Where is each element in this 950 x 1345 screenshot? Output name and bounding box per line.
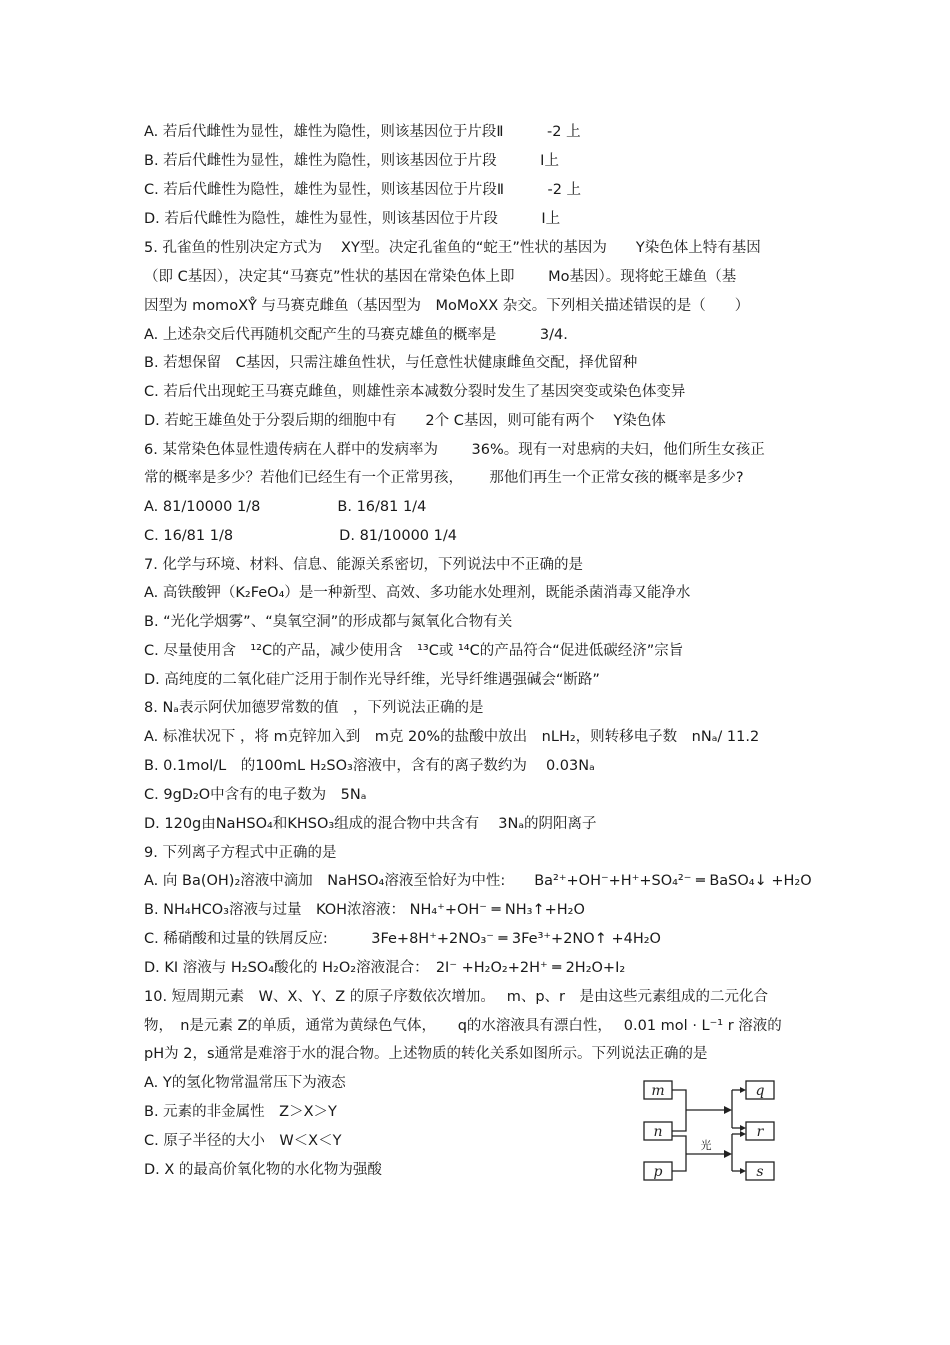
text-line: C. 9gD₂O中含有的电子数为 5Nₐ <box>144 787 367 803</box>
text-line: A. 高铁酸钾（K₂FeO₄）是一种新型、高效、多功能水处理剂，既能杀菌消毒又能净水 <box>144 585 691 601</box>
text-line: pH为 2，s通常是难溶于水的混合物。上述物质的转化关系如图所示。下列说法正确的是 <box>144 1046 708 1062</box>
text-line: C. 原子半径的大小 W＜X＜Y <box>144 1133 342 1149</box>
text-line: A. 若后代雌性为显性，雄性为隐性，则该基因位于片段Ⅱ -2 上 <box>144 124 581 140</box>
label-q: q <box>755 1083 765 1099</box>
text-line: 9. 下列离子方程式中正确的是 <box>144 845 337 861</box>
text-line: B. 若想保留 C基因，只需注雄鱼性状，与任意性状健康雌鱼交配，择优留种 <box>144 355 638 371</box>
text-line: D. 高纯度的二氧化硅广泛用于制作光导纤维，光导纤维遇强碱会“断路” <box>144 672 600 688</box>
text-line: 常的概率是多少？若他们已经生有一个正常男孩， 那他们再生一个正常女孩的概率是多少? <box>144 470 744 486</box>
text-line: 物， n是元素 Z的单质，通常为黄绿色气体， q的水溶液具有漂白性， 0.01 mol · L⁻¹ r 溶液的 <box>144 1018 782 1034</box>
text-line: A. 标准状况下 ，将 m克锌加入到 m克 20%的盐酸中放出 nLH₂，则转移电子数 nNₐ/ 11.2 <box>144 729 760 745</box>
text-line: D. X 的最高价氧化物的水化物为强酸 <box>144 1162 382 1178</box>
text-line: D. 若蛇王雄鱼处于分裂后期的细胞中有 2个 C基因，则可能有两个 Y染色体 <box>144 413 666 429</box>
text-line: 5. 孔雀鱼的性别决定方式为 XY型。决定孔雀鱼的“蛇王”性状的基因为 Y染色体上特有基因 <box>144 240 761 256</box>
text-line: B. 若后代雌性为显性，雄性为隐性，则该基因位于片段 Ⅰ上 <box>144 153 559 169</box>
text-line: C. 若后代出现蛇王马赛克雌鱼，则雄性亲本减数分裂时发生了基因突变或染色体变异 <box>144 384 686 400</box>
text-line: 6. 某常染色体显性遗传病在人群中的发病率为 36%。现有一对患病的夫妇，他们所生女孩正 <box>144 442 765 458</box>
label-s: s <box>756 1164 764 1180</box>
text-line: D. KI 溶液与 H₂SO₄酸化的 H₂O₂溶液混合： 2I⁻ +H₂O₂+2H⁺ ═ 2H₂O+I₂ <box>144 960 626 976</box>
text-line: 10. 短周期元素 W、X、Y、Z 的原子序数依次增加。 m、p、r 是由这些元素组成的二元化合 <box>144 989 768 1005</box>
label-p: p <box>653 1164 663 1180</box>
text-line: A. 上述杂交后代再随机交配产生的马赛克雄鱼的概率是 3/4. <box>144 327 568 343</box>
label-m: m <box>651 1083 665 1099</box>
text-line: D. 120g由NaHSO₄和KHSO₃组成的混合物中共含有 3Nₐ的阴阳离子 <box>144 816 597 832</box>
text-line: A. Y的氢化物常温常压下为液态 <box>144 1075 346 1091</box>
label-r: r <box>756 1124 764 1140</box>
text-line: C. 16/81 1/8 D. 81/10000 1/4 <box>144 528 457 544</box>
text-line: A. 向 Ba(OH)₂溶液中滴加 NaHSO₄溶液至恰好为中性: Ba²⁺+OH⁻+H⁺+SO₄²⁻ ═ BaSO₄↓ +H₂O <box>144 873 812 889</box>
reaction-diagram <box>636 1076 786 1186</box>
text-line: B. “光化学烟雾”、“臭氧空洞”的形成都与氮氧化合物有关 <box>144 614 513 630</box>
text-line: C. 若后代雌性为隐性，雄性为显性，则该基因位于片段Ⅱ -2 上 <box>144 182 582 198</box>
text-line: C. 稀硝酸和过量的铁屑反应: 3Fe+8H⁺+2NO₃⁻ ═ 3Fe³⁺+2NO↑ +4H₂O <box>144 931 661 947</box>
text-line: C. 尽量使用含 ¹²C的产品，减少使用含 ¹³C或 ¹⁴C的产品符合“促进低碳经济”宗旨 <box>144 643 684 659</box>
text-line: 因型为 momoXY̊ 与马赛克雌鱼（基因型为 MoMoXX 杂交。下列相关描述错误的是（ ） <box>144 298 750 314</box>
text-line: A. 81/10000 1/8 B. 16/81 1/4 <box>144 499 427 515</box>
label-n: n <box>653 1124 663 1140</box>
text-line: D. 若后代雌性为隐性，雄性为显性，则该基因位于片段 Ⅰ上 <box>144 211 561 227</box>
text-line: B. 元素的非金属性 Z＞X＞Y <box>144 1104 337 1120</box>
text-line: B. NH₄HCO₃溶液与过量 KOH浓溶液： NH₄⁺+OH⁻ ═ NH₃↑+H₂O <box>144 902 585 918</box>
label-light: 光 <box>700 1139 712 1152</box>
text-line: B. 0.1mol/L 的100mL H₂SO₃溶液中，含有的离子数约为 0.03Nₐ <box>144 758 595 774</box>
text-line: （即 C基因），决定其“马赛克”性状的基因在常染色体上即 Mo基因）。现将蛇王雄鱼（基 <box>144 269 737 285</box>
text-line: 7. 化学与环境、材料、信息、能源关系密切，下列说法中不正确的是 <box>144 557 583 573</box>
text-line: 8. Nₐ表示阿伏加德罗常数的值 ，下列说法正确的是 <box>144 700 484 716</box>
